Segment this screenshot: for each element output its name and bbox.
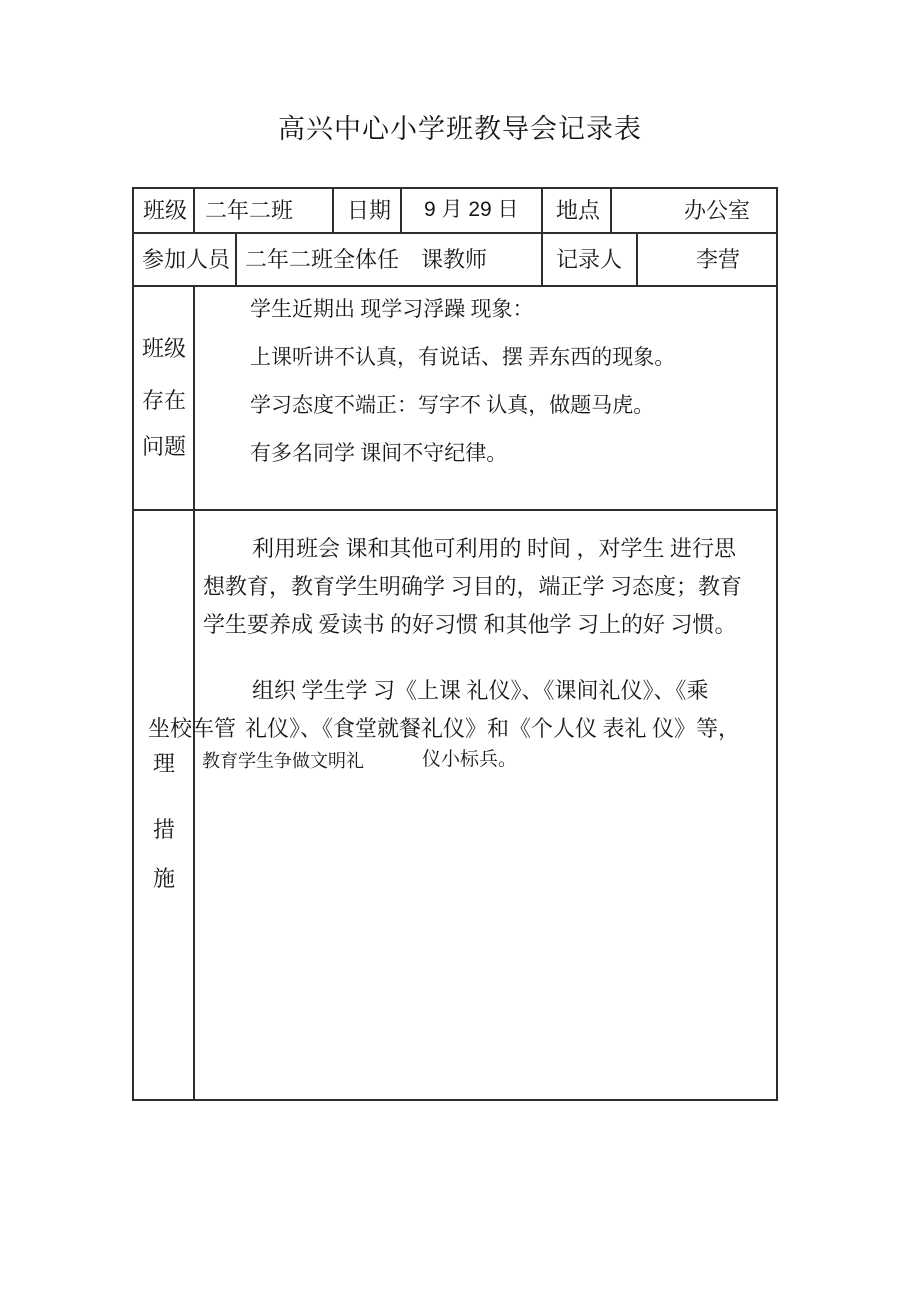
measures-label-overflow-text: 坐校车管 (148, 716, 237, 741)
class-label: 班级 (143, 198, 188, 223)
row-divider-1 (133, 232, 777, 234)
recorder-label: 记录人 (556, 247, 623, 272)
participants-label: 参加人员 (142, 247, 231, 272)
participants-value: 二年二班全体任 课教师 (245, 247, 488, 272)
col-border-r2-a (235, 233, 237, 286)
col-border-r2-b (636, 233, 638, 286)
measures-paragraph2-tail-left: 教育学生争做文明礼 (202, 751, 364, 771)
measures-label-line: 施 (153, 866, 176, 891)
date-label: 日期 (347, 198, 392, 223)
problems-content-line: 上课听讲不认真，有说话、摆 弄东西的现象。 (250, 345, 676, 369)
problems-label-line: 问题 (142, 434, 187, 459)
date-value: 9 月 29 日 (424, 198, 519, 221)
problems-label-line: 班级 (142, 336, 187, 361)
label-column-border (193, 286, 195, 1100)
problems-content-line: 学生近期出 现学习浮躁 现象： (250, 297, 534, 321)
col-border-r1r2-d (541, 188, 543, 286)
measures-paragraph2-line: 礼仪》、《食堂就餐礼仪》和《个人仪 表礼 仪》等， (245, 716, 741, 741)
measures-paragraph2-line: 组织 学生学 习《上课 礼仪》、《课间礼仪》、《乘 (252, 678, 709, 703)
recorder-value: 李营 (696, 247, 741, 272)
class-value: 二年二班 (205, 198, 294, 223)
problems-label-line: 存在 (142, 388, 187, 413)
measures-paragraph1-line: 利用班会 课和其他可利用的 时间 ，对学生 进行思 (252, 536, 737, 561)
col-border-r1-e (610, 188, 612, 233)
measures-paragraph2-tail-right: 仪小标兵。 (422, 749, 518, 770)
location-label: 地点 (556, 198, 601, 223)
row-divider-2 (133, 285, 777, 287)
measures-label-line: 理 (153, 751, 176, 776)
measures-paragraph1-line: 学生要养成 爱读书 的好习惯 和其他学 习上的好 习惯。 (203, 612, 737, 637)
location-value: 办公室 (684, 198, 751, 223)
measures-label-line: 措 (153, 817, 176, 842)
col-border-r1-c (400, 188, 402, 233)
col-border-r1-b (332, 188, 334, 233)
table-outer-border (132, 187, 778, 1101)
problems-content-line: 学习态度不端正：写字不 认真，做题马虎。 (250, 393, 655, 417)
col-border-r1-a (193, 188, 195, 233)
measures-paragraph1-line: 想教育，教育学生明确学 习目的，端正学 习态度；教育 (203, 574, 743, 599)
page-title: 高兴中心小学班教导会记录表 (278, 114, 642, 144)
problems-content-line: 有多名同学 课间不守纪律。 (250, 441, 508, 465)
row-divider-3 (133, 509, 777, 511)
